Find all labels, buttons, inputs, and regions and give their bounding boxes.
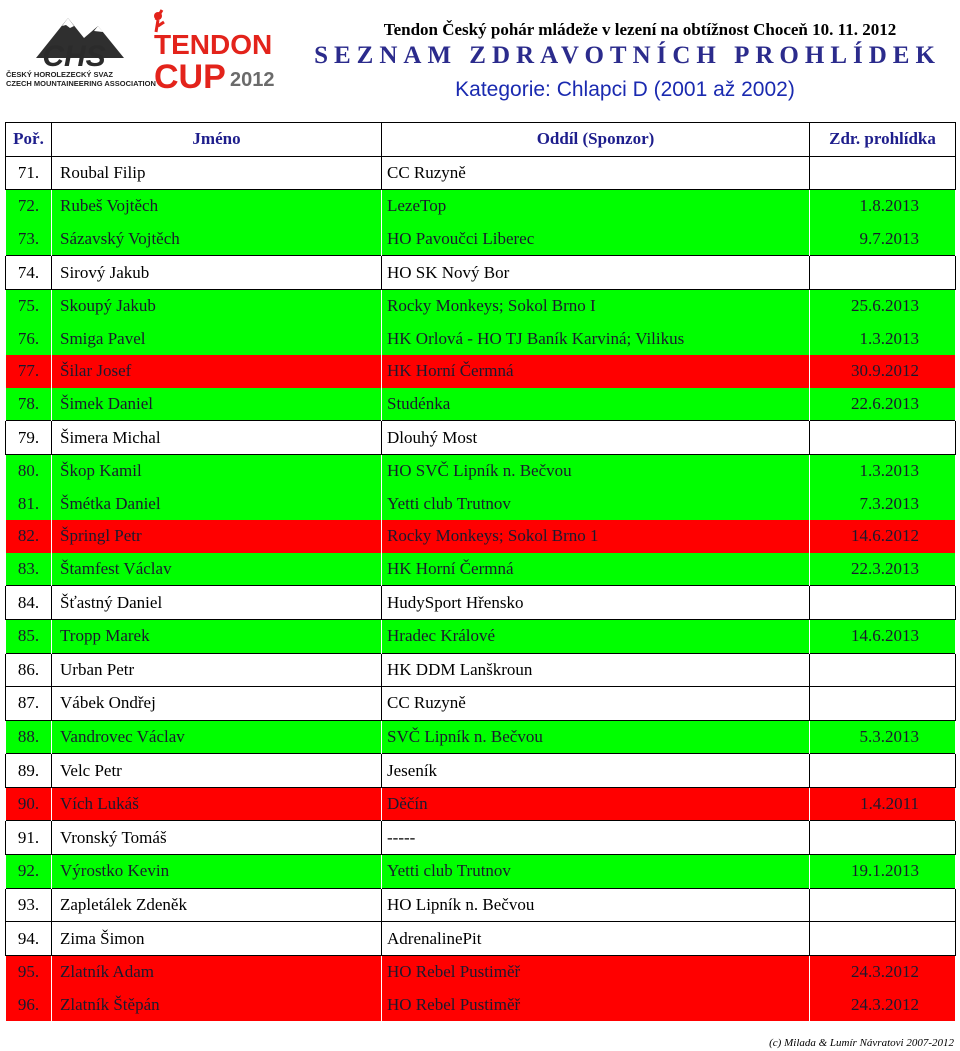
table-row [6, 488, 956, 521]
medical-check-date: 25.6.2013 [851, 296, 919, 316]
competitor-name: Tropp Marek [60, 626, 150, 646]
medical-check-date [810, 256, 956, 290]
table-header-row [6, 123, 956, 157]
table-row [6, 553, 956, 586]
tendon-logo-text: TENDON [154, 29, 273, 60]
club-name: Yetti club Trutnov [387, 861, 511, 881]
row-number: 85. [17, 626, 40, 646]
table-row [6, 289, 956, 322]
competitor-name: Roubal Filip [52, 156, 382, 190]
row-number: 82. [17, 526, 40, 546]
row-number: 83. [17, 559, 40, 579]
table-row [6, 190, 956, 223]
row-number: 88. [17, 726, 40, 746]
event-title: Tendon Český pohár mládeže v lezení na obtížnost Choceň 10. 11. 2012 [383, 20, 897, 39]
column-header-medical: Zdr. prohlídka [810, 123, 956, 157]
page-header [0, 0, 960, 122]
competitor-name: Zlatník Štěpán [60, 994, 160, 1014]
club-name: HK Horní Čermná [387, 361, 514, 381]
table-row [6, 388, 956, 421]
medical-check-date: 1.3.2013 [859, 328, 919, 348]
club-name: Rocky Monkeys; Sokol Brno 1 [387, 526, 599, 546]
club-name: CC Ruzyně [382, 156, 810, 190]
competitor-name: Vábek Ondřej [52, 687, 382, 721]
medical-check-date [810, 888, 956, 922]
row-number: 71. [6, 156, 52, 190]
competitor-name: Zlatník Adam [60, 962, 154, 982]
club-name: LezeTop [387, 196, 447, 216]
medical-check-date: 14.6.2012 [851, 526, 919, 546]
chs-association-czech: ČESKÝ HOROLEZECKÝ SVAZ [6, 70, 113, 79]
table-row [6, 454, 956, 487]
row-number: 72. [17, 196, 40, 216]
row-number: 87. [6, 687, 52, 721]
club-name: Yetti club Trutnov [387, 493, 511, 513]
table-row [6, 888, 956, 922]
competitor-name: Velc Petr [52, 754, 382, 788]
club-name: HO Rebel Pustiměř [387, 962, 521, 982]
table-row [6, 223, 956, 256]
medical-check-date: 19.1.2013 [851, 861, 919, 881]
table-body [6, 156, 956, 1021]
medical-check-date [810, 687, 956, 721]
row-number: 91. [6, 821, 52, 855]
row-number: 93. [6, 888, 52, 922]
row-number: 89. [6, 754, 52, 788]
table-row [6, 720, 956, 754]
competitor-name: Šmétka Daniel [60, 493, 161, 513]
cup-year-text: 2012 [230, 69, 275, 91]
medical-check-date [810, 653, 956, 687]
table-row [6, 988, 956, 1021]
row-number: 80. [17, 461, 40, 481]
club-name: Děčín [387, 794, 428, 814]
competitor-name: Výrostko Kevin [60, 861, 170, 881]
club-name: HK Horní Čermná [387, 559, 514, 579]
club-name: HO SK Nový Bor [382, 256, 810, 290]
row-number: 92. [17, 861, 40, 881]
medical-check-date [810, 586, 956, 620]
row-number: 86. [6, 653, 52, 687]
row-number: 81. [17, 493, 40, 513]
competitor-name: Šilar Josef [60, 361, 132, 381]
row-number: 79. [6, 421, 52, 455]
row-number: 76. [17, 328, 40, 348]
competitor-name: Štamfest Václav [60, 559, 172, 579]
row-number: 77. [17, 361, 40, 381]
competitor-name: Škop Kamil [60, 461, 142, 481]
medical-check-date: 1.3.2013 [859, 461, 919, 481]
medical-check-date: 30.9.2012 [851, 361, 919, 381]
chs-logo-text: CHS [42, 40, 106, 73]
club-name: HO Lipník n. Bečvou [382, 888, 810, 922]
table-row [6, 355, 956, 388]
competitor-name: Vandrovec Václav [60, 726, 185, 746]
medical-check-date: 7.3.2013 [859, 493, 919, 513]
medical-check-date: 9.7.2013 [859, 229, 919, 249]
row-number: 96. [17, 994, 40, 1014]
club-name: HO Rebel Pustiměř [387, 994, 521, 1014]
table-row [6, 156, 956, 190]
table-row [6, 619, 956, 653]
row-number: 78. [17, 394, 40, 414]
competitor-name: Zima Šimon [52, 922, 382, 956]
medical-check-date: 1.8.2013 [859, 196, 919, 216]
competitor-name: Sázavský Vojtěch [60, 229, 180, 249]
medical-checks-table [5, 122, 956, 1021]
copyright-footer: (c) Milada & Lumír Návratovi 2007-2012 [769, 1037, 954, 1049]
column-header-name: Jméno [52, 123, 382, 157]
competitor-name: Smiga Pavel [60, 328, 146, 348]
club-name: HO SVČ Lipník n. Bečvou [387, 461, 572, 481]
row-number: 90. [17, 794, 40, 814]
club-name: AdrenalinePit [382, 922, 810, 956]
table-row [6, 687, 956, 721]
list-subtitle: SEZNAM ZDRAVOTNÍCH PROHLÍDEK [314, 42, 941, 69]
table-row [6, 323, 956, 356]
medical-check-date: 22.6.2013 [851, 394, 919, 414]
row-number: 73. [17, 229, 40, 249]
competitor-name: Vích Lukáš [60, 794, 139, 814]
category-label: Kategorie: Chlapci D (2001 až 2002) [455, 78, 795, 101]
table-row [6, 922, 956, 956]
chs-association-english: CZECH MOUNTAINEERING ASSOCIATION [6, 79, 156, 88]
competitor-name: Rubeš Vojtěch [60, 196, 159, 216]
table-row [6, 955, 956, 988]
row-number: 95. [17, 962, 40, 982]
medical-check-date [810, 821, 956, 855]
competitor-name: Šimera Michal [52, 421, 382, 455]
club-name: Studénka [387, 394, 451, 414]
table-row [6, 520, 956, 553]
club-name: HK DDM Lanškroun [382, 653, 810, 687]
competitor-name: Urban Petr [52, 653, 382, 687]
table-row [6, 787, 956, 821]
competitor-name: Vronský Tomáš [52, 821, 382, 855]
competitor-name: Sirový Jakub [52, 256, 382, 290]
column-header-order: Poř. [6, 123, 52, 157]
club-name: HudySport Hřensko [382, 586, 810, 620]
chs-association [6, 70, 156, 88]
club-name: SVČ Lipník n. Bečvou [387, 726, 543, 746]
club-name: CC Ruzyně [382, 687, 810, 721]
club-name: Jeseník [382, 754, 810, 788]
medical-check-date: 24.3.2012 [851, 994, 919, 1014]
row-number: 84. [6, 586, 52, 620]
competitor-name: Skoupý Jakub [60, 296, 156, 316]
medical-check-date [810, 922, 956, 956]
table-row [6, 653, 956, 687]
medical-check-date: 14.6.2013 [851, 626, 919, 646]
column-header-club: Oddíl (Sponzor) [382, 123, 810, 157]
competitor-name: Špringl Petr [60, 526, 142, 546]
club-name: Dlouhý Most [382, 421, 810, 455]
club-name: HO Pavoučci Liberec [387, 229, 535, 249]
club-name: HK Orlová - HO TJ Baník Karviná; Vilikus [387, 328, 685, 348]
row-number: 94. [6, 922, 52, 956]
table-row [6, 754, 956, 788]
medical-check-date: 5.3.2013 [859, 726, 919, 746]
competitor-name: Zapletálek Zdeněk [52, 888, 382, 922]
cup-logo-text: CUP [154, 58, 226, 92]
table-row [6, 256, 956, 290]
medical-check-date [810, 421, 956, 455]
row-number: 74. [6, 256, 52, 290]
competitor-name: Šimek Daniel [60, 394, 154, 414]
table-row [6, 821, 956, 855]
row-number: 75. [17, 296, 40, 316]
club-name: ----- [382, 821, 810, 855]
club-name: Rocky Monkeys; Sokol Brno I [387, 296, 596, 316]
medical-check-date: 24.3.2012 [851, 962, 919, 982]
medical-check-date [810, 754, 956, 788]
medical-check-date: 22.3.2013 [851, 559, 919, 579]
table-row [6, 586, 956, 620]
club-name: Hradec Králové [387, 626, 496, 646]
tendon-cup-logo [146, 2, 296, 92]
medical-check-date [810, 156, 956, 190]
table-row [6, 421, 956, 455]
competitor-name: Šťastný Daniel [52, 586, 382, 620]
medical-check-date: 1.4.2011 [860, 794, 919, 814]
table-row [6, 855, 956, 889]
